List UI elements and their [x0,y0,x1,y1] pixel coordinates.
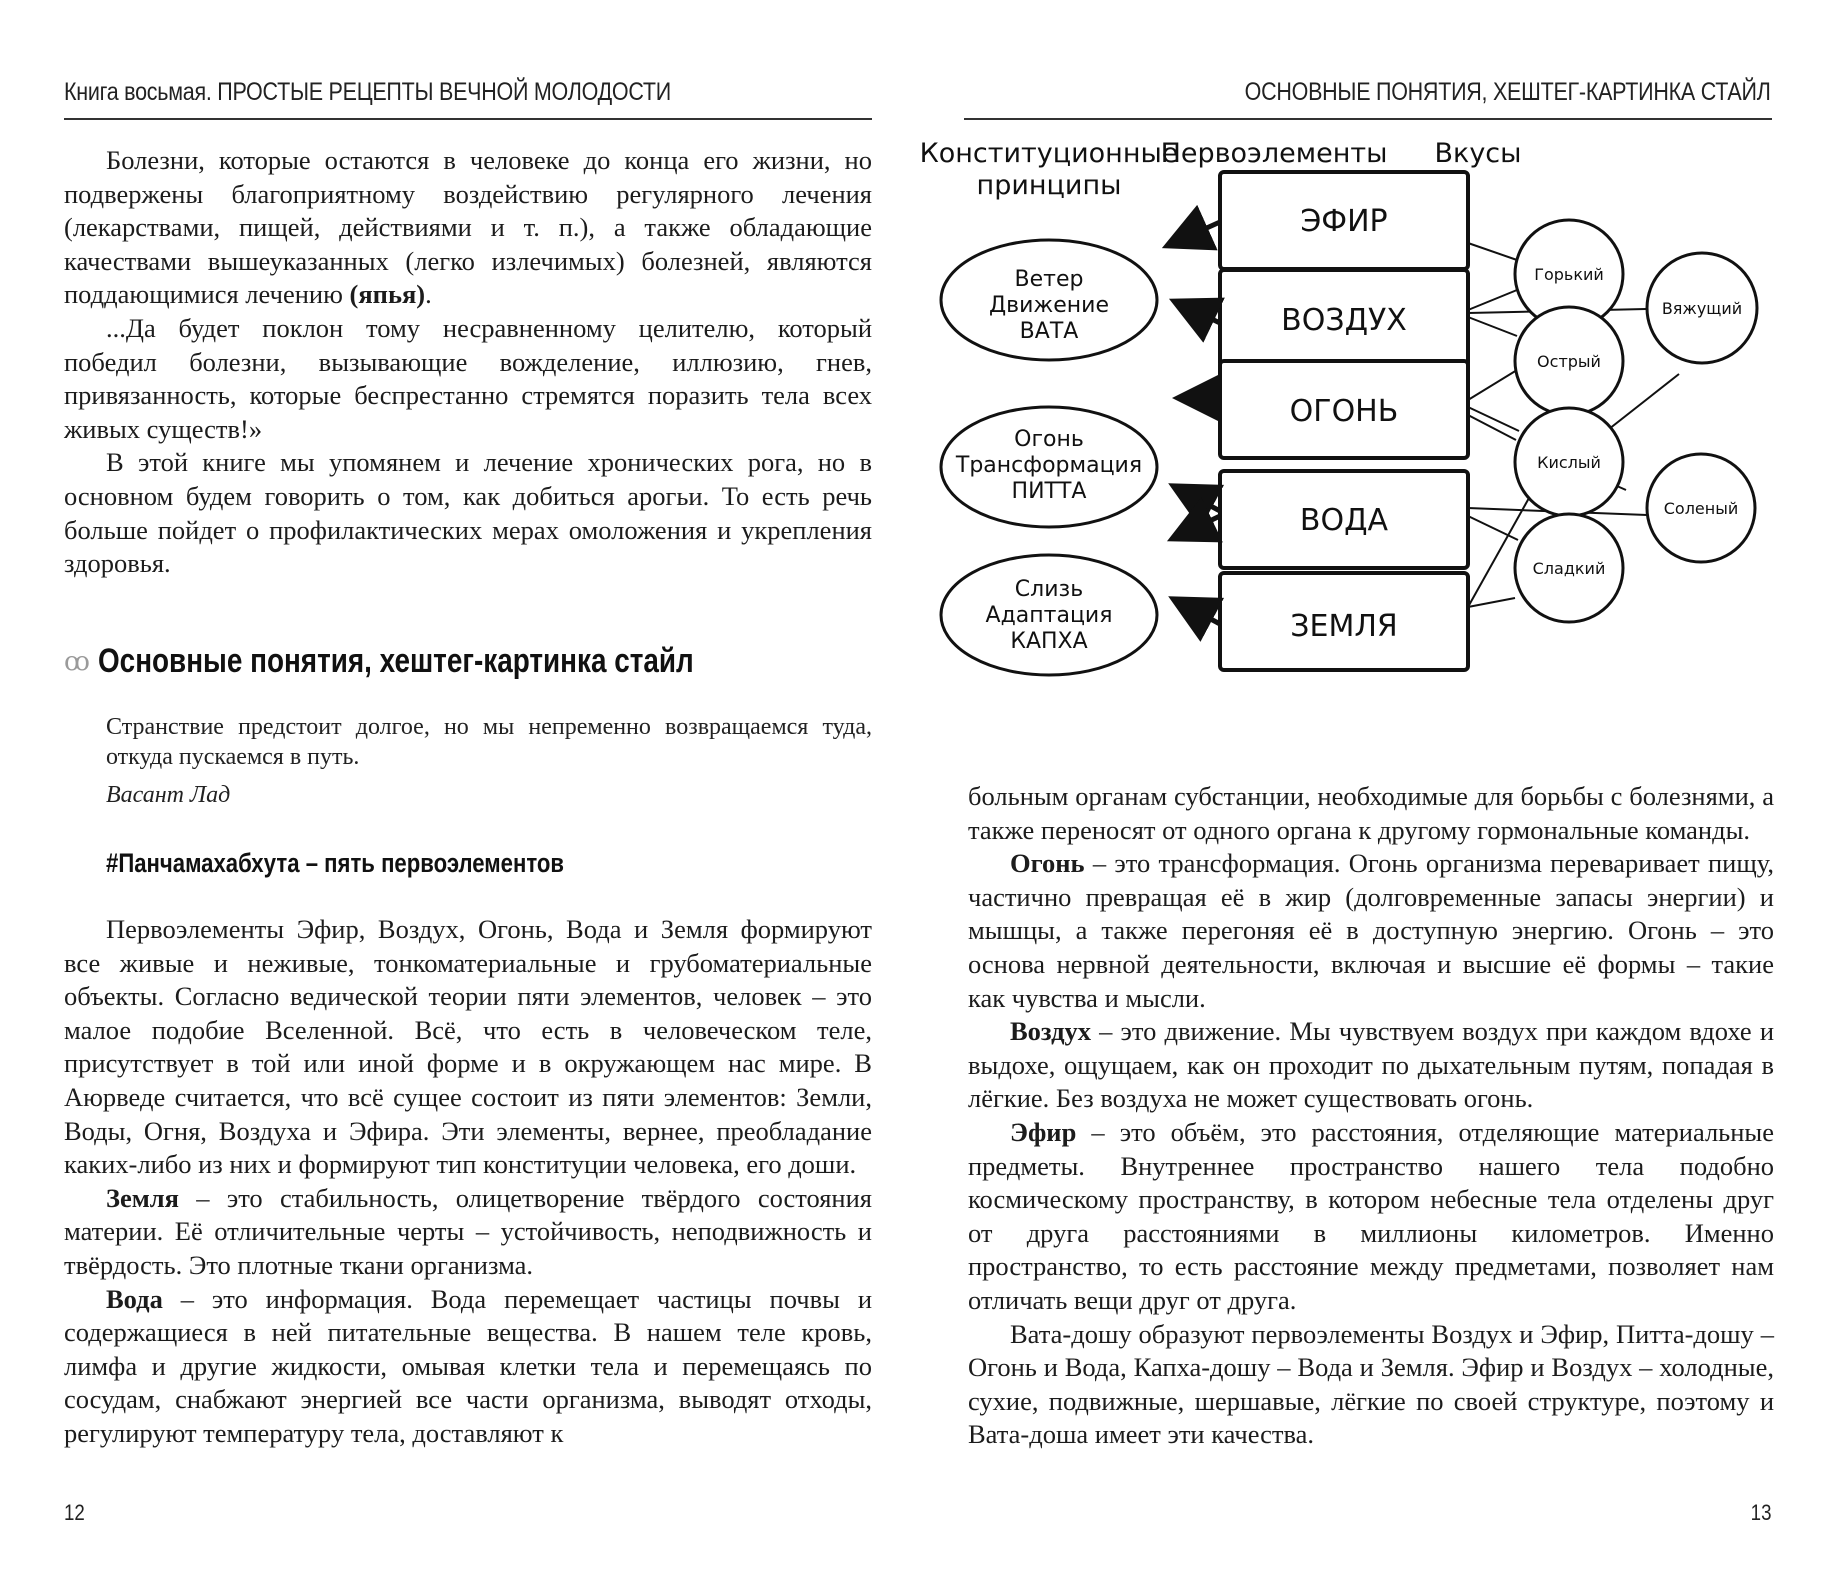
epigraph-text: Странствие предстоит долгое, но мы непременно возвращаемся туда, откуда пускаемся в путь. [106,714,872,770]
svg-text:Движение: Движение [988,293,1110,318]
svg-text:Адаптация: Адаптация [985,603,1113,628]
dosha-kapha [941,555,1157,675]
taste-pungent [1515,307,1623,415]
page-number: 12 [64,1500,85,1525]
page-number: 13 [1750,1500,1771,1525]
paragraph: Огонь – это трансформация. Огонь организма переваривает пищу, частично превращая её в жир (долговременные запасы энергии) и мышцы, а также перегоняя её в доступную энергию. Огонь – это основа нервной деятельности, включая и высшие её формы – такие как чувства и мысли. [968,848,1774,1013]
elements-diagram [914,130,1829,770]
svg-text:ВОЗДУХ: ВОЗДУХ [1281,303,1407,338]
svg-text:Вяжущий: Вяжущий [1661,299,1743,318]
svg-text:Острый: Острый [1537,352,1601,371]
svg-text:Огонь: Огонь [1014,427,1084,452]
paragraph: Болезни, которые остаются в человеке до конца его жизни, но подвержены благоприятному воздействию регулярного лечения (лекарствами, пищей, действиями и т. п.), а также обладающие качествами вышеуказанных (легко излечимых) болезней, являются поддающимися лечению (япья). [64,145,872,310]
svg-text:Слизь: Слизь [1014,577,1084,602]
svg-text:КАПХА: КАПХА [1010,629,1088,654]
svg-text:Сладкий: Сладкий [1532,559,1606,578]
subsection-title: #Панчамахабхута – пять первоэлементов [106,848,565,878]
dosha-vata [941,240,1157,360]
svg-text:Горький: Горький [1534,265,1604,284]
running-head: Книга восьмая. ПРОСТЫЕ РЕЦЕПТЫ ВЕЧНОЙ МОЛОДОСТИ [64,78,671,106]
paragraph: Первоэлементы Эфир, Воздух, Огонь, Вода и Земля формируют все живые и неживые, тонкоматериальные и грубоматериальные объекты. Согласно ведической теории пяти элементов, человек – это малое подобие Вселенной. Всё, что есть в человеческом теле, присутствует в той или иной форме и в окружающем нас мире. В Аюрведе считается, что всё сущее состоит из пяти элементов: Земли, Воды, Огня, Воздуха и Эфира. Эти элементы, вернее, преобладание каких-либо из них и формируют тип конституции человека, его доши. [64,914,872,1180]
paragraph: Эфир – это объём, это расстояния, отделяющие материальные предметы. Внутреннее пространство нашего тела подобно космическому пространству, в котором небесные тела отделены друг от друга расстояниями в миллионы километров. Именно пространство, то есть расстояние между предметами, позволяет нам отличать вещи друг от друга. [968,1116,1774,1315]
element-box-earth [1220,573,1468,670]
intro-text [64,144,872,581]
svg-text:ЭФИР: ЭФИР [1300,204,1388,239]
taste-astringent [1647,253,1757,363]
right-page [914,0,1829,1576]
svg-text:Трансформация: Трансформация [955,453,1143,478]
header-elements: Первоэлементы [1160,138,1388,169]
paragraph: В этой книге мы упомянем и лечение хронических рога, но в основном будем говорить о том, как добиться арогьи. То есть речь больше пойдет о профилактических мерах омоложения и укрепления здоровья. [64,447,872,579]
epigraph-author: Васант Лад [106,782,231,808]
paragraph: Вода – это информация. Вода перемещает частицы почвы и содержащиеся в ней питательные вещества. В нашем теле кровь, лимфа и другие жидкости, омывая клетки тела и перемещаясь по сосудам, снабжают энергией все части организма, выводят отходы, регулируют температуру тела, доставляют к [64,1283,872,1448]
dosha-arrows [1171,222,1220,624]
element-box-water [1220,471,1468,568]
header-rule [64,118,872,120]
element-box-fire [1220,361,1468,458]
element-box-air [1220,270,1468,367]
svg-text:ПИТТА: ПИТТА [1011,479,1087,504]
paragraph: Воздух – это движение. Мы чувствуем воздух при каждом вдохе и выдохе, ощущаем, как он проходит по дыхательным путям, попадая в лёгкие. Без воздуха не может существовать огонь. [968,1016,1774,1114]
dosha-pitta [941,407,1157,527]
main-text [64,913,872,1451]
header-principles-line2: принципы [976,170,1122,201]
paragraph: Вата-дошу образуют первоэлементы Воздух и Эфир, Питта-дошу – Огонь и Вода, Капха-дошу – Вода и Земля. Эфир и Воздух – холодные, сухие, подвижные, шершавые, лёгкие по своей структуре, поэтому и Вата-доша имеет эти качества. [968,1318,1774,1450]
taste-sweet [1515,514,1623,622]
header-tastes: Вкусы [1434,138,1522,169]
main-text [968,780,1774,1452]
paragraph: больным органам субстанции, необходимые для борьбы с болезнями, а также переносят от одного органа к другому гормональные команды. [968,781,1774,845]
element-box-ether [1220,172,1468,269]
svg-text:Кислый: Кислый [1537,453,1601,472]
paragraph: ...Да будет поклон тому несравненному целителю, который победил болезни, вызывающие вожделение, иллюзию, гнев, привязанность, которые беспрестанно стремятся поразить тела всех живых существ!» [64,312,872,444]
svg-text:ВАТА: ВАТА [1019,319,1079,344]
header-principles: Конституционные [919,138,1179,169]
taste-salty [1647,454,1755,562]
paragraph: Земля – это стабильность, олицетворение твёрдого состояния материи. Её отличительные черты – устойчивость, неподвижность и твёрдость. Это плотные ткани организма. [64,1182,872,1280]
svg-text:ВОДА: ВОДА [1299,503,1389,538]
svg-text:Соленый: Соленый [1663,499,1739,518]
ornament-icon: ꝏ [64,646,90,677]
header-rule [964,118,1772,120]
svg-text:ЗЕМЛЯ: ЗЕМЛЯ [1290,609,1398,644]
svg-text:Ветер: Ветер [1014,267,1084,292]
running-head: ОСНОВНЫЕ ПОНЯТИЯ, ХЕШТЕГ-КАРТИНКА СТАЙЛ [1245,78,1771,106]
taste-sour [1515,408,1623,516]
epigraph [106,712,872,810]
left-page [0,0,914,1576]
section-title: ꝏ Основные понятия, хештег-картинка стайл [64,642,694,680]
svg-text:ОГОНЬ: ОГОНЬ [1289,394,1399,429]
